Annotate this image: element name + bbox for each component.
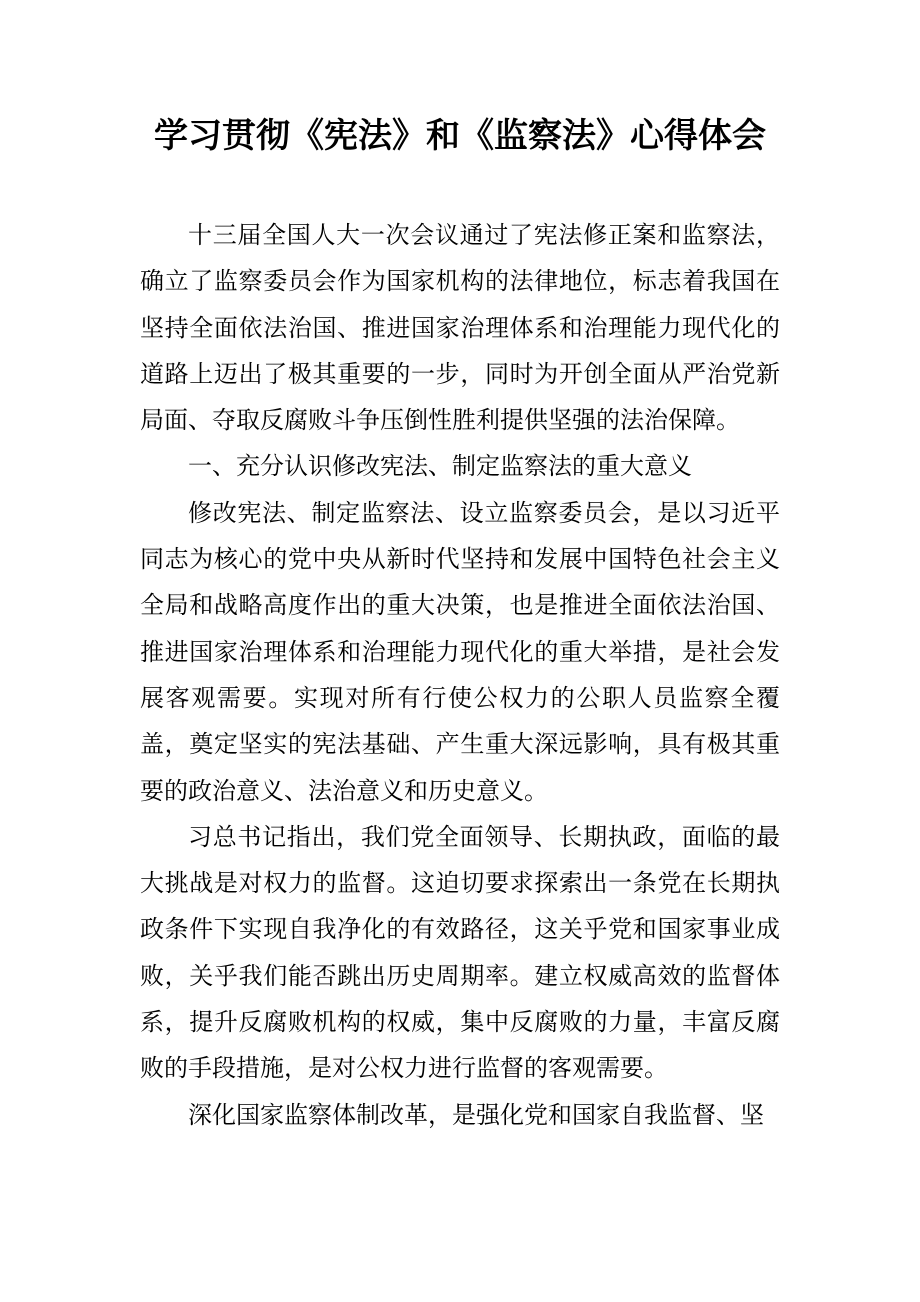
paragraph-reform: 深化国家监察体制改革，是强化党和国家自我监督、坚 <box>188 1100 764 1129</box>
document-title: 学习贯彻《宪法》和《监察法》心得体会 <box>154 116 766 156</box>
paragraph-significance: 修改宪法、制定监察法、设立监察委员会，是以习近平同志为核心的党中央从新时代坚持和发展中国特色社会主义全局和战略高度作出的重大决策，也是推进全面依法治国、推进国家治理体系和治理能力现代化的重大举措，是社会发展客观需要。实现对所有行使公权力的公职人员监察全覆盖，奠定坚实的宪法基础、产生重大深远影响，具有极其重要的政治意义、法治意义和历史意义。 <box>140 498 780 805</box>
document-body <box>140 212 780 1138</box>
paragraph-supervision: 习总书记指出，我们党全面领导、长期执政，面临的最大挑战是对权力的监督。这迫切要求探索出一条党在长期执政条件下实现自我净化的有效路径，这关乎党和国家事业成败，关乎我们能否跳出历史周期率。建立权威高效的监督体系，提升反腐败机构的权威，集中反腐败的力量，丰富反腐败的手段措施，是对公权力进行监督的客观需要。 <box>140 822 780 1083</box>
paragraph-intro: 十三届全国人大一次会议通过了宪法修正案和监察法，确立了监察委员会作为国家机构的法律地位，标志着我国在坚持全面依法治国、推进国家治理体系和治理能力现代化的道路上迈出了极其重要的一步，同时为开创全面从严治党新局面、夺取反腐败斗争压倒性胜利提供坚强的法治保障。 <box>140 221 780 435</box>
section-heading-1: 一、充分认识修改宪法、制定监察法的重大意义 <box>188 452 692 481</box>
